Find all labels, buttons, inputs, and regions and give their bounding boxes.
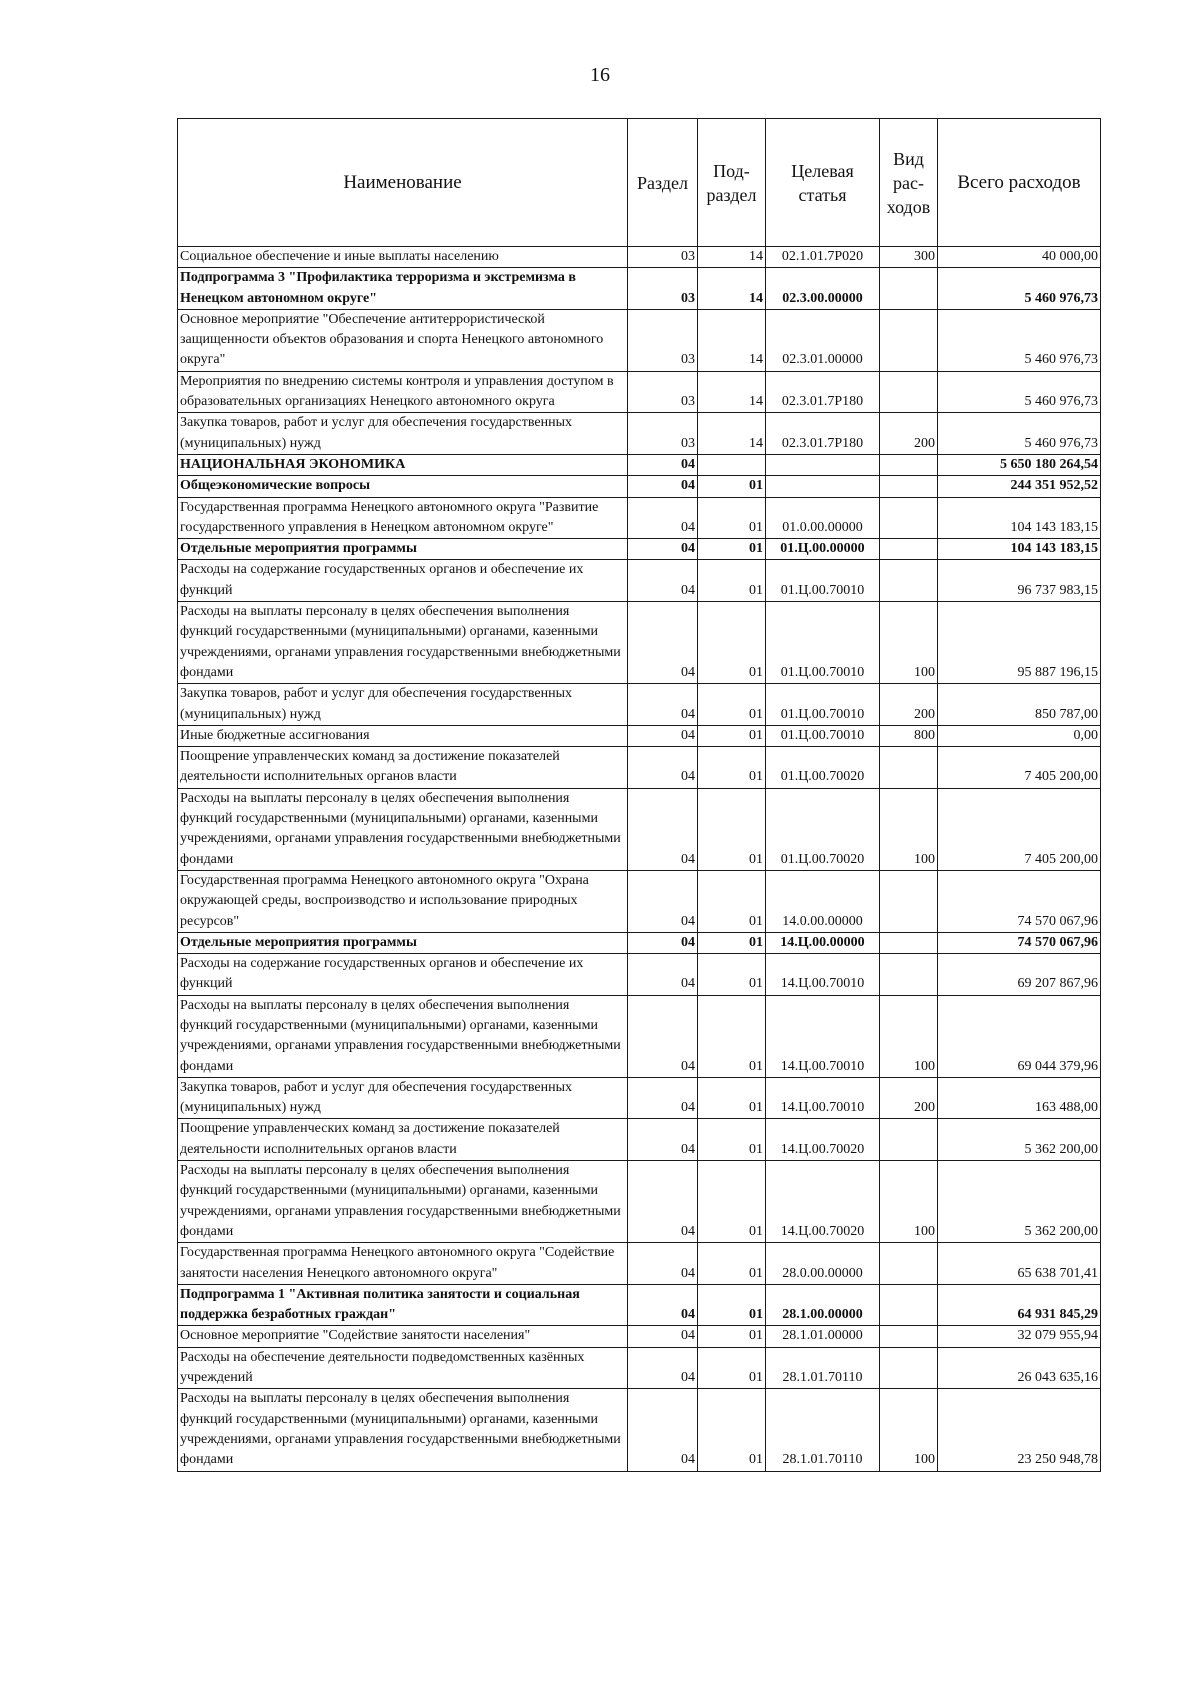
cell-razdel: 03 [628, 371, 698, 413]
cell-name: Подпрограмма 3 "Профилактика терроризма и экстремизма в Ненецком автономном округе" [178, 268, 628, 310]
cell-razdel: 04 [628, 747, 698, 789]
cell-razdel: 04 [628, 497, 698, 539]
cell-target: 14.Ц.00.70010 [766, 954, 880, 996]
cell-razdel: 03 [628, 413, 698, 455]
cell-razdel: 04 [628, 1119, 698, 1161]
cell-vid [880, 560, 938, 602]
cell-vid [880, 497, 938, 539]
cell-total: 32 079 955,94 [938, 1326, 1101, 1347]
cell-vid: 200 [880, 413, 938, 455]
cell-razdel: 04 [628, 995, 698, 1077]
cell-total: 5 460 976,73 [938, 413, 1101, 455]
cell-target: 14.Ц.00.70010 [766, 1077, 880, 1119]
cell-vid: 100 [880, 602, 938, 684]
table-header [178, 119, 1101, 247]
cell-razdel: 04 [628, 870, 698, 932]
table-row [178, 247, 1101, 268]
table-row [178, 476, 1101, 497]
cell-vid [880, 1243, 938, 1285]
cell-target: 01.0.00.00000 [766, 497, 880, 539]
cell-vid: 200 [880, 1077, 938, 1119]
cell-name: Закупка товаров, работ и услуг для обеспечения государственных (муниципальных) нужд [178, 1077, 628, 1119]
cell-vid [880, 870, 938, 932]
cell-razdel: 04 [628, 684, 698, 726]
cell-razdel: 04 [628, 1326, 698, 1347]
cell-vid: 300 [880, 247, 938, 268]
cell-name: Иные бюджетные ассигнования [178, 725, 628, 746]
cell-target: 01.Ц.00.70020 [766, 747, 880, 789]
cell-vid [880, 371, 938, 413]
cell-vid [880, 747, 938, 789]
cell-vid: 100 [880, 788, 938, 870]
table-row [178, 371, 1101, 413]
cell-target [766, 454, 880, 475]
cell-total: 74 570 067,96 [938, 870, 1101, 932]
cell-podrazdel: 01 [698, 560, 766, 602]
cell-vid: 100 [880, 995, 938, 1077]
cell-razdel: 04 [628, 725, 698, 746]
cell-target: 28.1.01.70110 [766, 1347, 880, 1389]
cell-podrazdel: 01 [698, 602, 766, 684]
cell-vid [880, 539, 938, 560]
cell-total: 5 362 200,00 [938, 1119, 1101, 1161]
cell-podrazdel: 01 [698, 1284, 766, 1326]
table-row [178, 932, 1101, 953]
cell-total: 96 737 983,15 [938, 560, 1101, 602]
cell-total: 7 405 200,00 [938, 747, 1101, 789]
table-row [178, 747, 1101, 789]
cell-name: Расходы на выплаты персоналу в целях обеспечения выполнения функций государственными (муниципальными) органами, казенными учреждениями, органами управления государственными внебюджетными фондами [178, 1161, 628, 1243]
cell-razdel: 04 [628, 788, 698, 870]
cell-name: Расходы на содержание государственных органов и обеспечение их функций [178, 560, 628, 602]
cell-target: 14.Ц.00.70020 [766, 1119, 880, 1161]
cell-total: 5 460 976,73 [938, 268, 1101, 310]
header-target: Целевая статья [766, 119, 880, 247]
cell-target: 01.Ц.00.70010 [766, 684, 880, 726]
cell-name: Отдельные мероприятия программы [178, 932, 628, 953]
cell-vid: 800 [880, 725, 938, 746]
table-row [178, 454, 1101, 475]
cell-total: 104 143 183,15 [938, 539, 1101, 560]
cell-razdel: 04 [628, 539, 698, 560]
cell-name: НАЦИОНАЛЬНАЯ ЭКОНОМИКА [178, 454, 628, 475]
cell-target [766, 476, 880, 497]
cell-name: Поощрение управленческих команд за достижение показателей деятельности исполнительных органов власти [178, 1119, 628, 1161]
cell-vid [880, 1326, 938, 1347]
cell-target: 01.Ц.00.70020 [766, 788, 880, 870]
cell-total: 40 000,00 [938, 247, 1101, 268]
cell-total: 74 570 067,96 [938, 932, 1101, 953]
cell-target: 02.3.01.7Р180 [766, 413, 880, 455]
cell-razdel: 04 [628, 602, 698, 684]
cell-total: 69 207 867,96 [938, 954, 1101, 996]
cell-vid [880, 954, 938, 996]
cell-razdel: 03 [628, 247, 698, 268]
cell-total: 244 351 952,52 [938, 476, 1101, 497]
table-row [178, 1119, 1101, 1161]
table-row [178, 1284, 1101, 1326]
cell-podrazdel: 01 [698, 1119, 766, 1161]
cell-total: 26 043 635,16 [938, 1347, 1101, 1389]
cell-name: Основное мероприятие "Обеспечение антитеррористической защищенности объектов образования и спорта Ненецкого автономного округа" [178, 309, 628, 371]
table-row [178, 725, 1101, 746]
cell-target: 14.Ц.00.70020 [766, 1161, 880, 1243]
cell-vid [880, 1284, 938, 1326]
cell-name: Расходы на выплаты персоналу в целях обеспечения выполнения функций государственными (муниципальными) органами, казенными учреждениями, органами управления государственными внебюджетными фондами [178, 995, 628, 1077]
cell-razdel: 04 [628, 1389, 698, 1471]
cell-vid [880, 268, 938, 310]
cell-total: 95 887 196,15 [938, 602, 1101, 684]
cell-podrazdel: 14 [698, 268, 766, 310]
cell-podrazdel: 01 [698, 684, 766, 726]
cell-vid [880, 309, 938, 371]
cell-podrazdel: 01 [698, 995, 766, 1077]
table-row [178, 788, 1101, 870]
cell-vid: 100 [880, 1161, 938, 1243]
cell-razdel: 03 [628, 309, 698, 371]
cell-podrazdel: 01 [698, 1347, 766, 1389]
cell-target: 28.1.01.00000 [766, 1326, 880, 1347]
cell-podrazdel: 01 [698, 1243, 766, 1285]
cell-total: 104 143 183,15 [938, 497, 1101, 539]
cell-name: Закупка товаров, работ и услуг для обеспечения государственных (муниципальных) нужд [178, 413, 628, 455]
table-row [178, 268, 1101, 310]
header-vid: Вид рас- ходов [880, 119, 938, 247]
cell-vid [880, 454, 938, 475]
header-razdel: Раздел [628, 119, 698, 247]
cell-target: 28.1.00.00000 [766, 1284, 880, 1326]
cell-podrazdel: 01 [698, 954, 766, 996]
cell-podrazdel: 01 [698, 870, 766, 932]
cell-target: 01.Ц.00.70010 [766, 602, 880, 684]
cell-podrazdel: 14 [698, 371, 766, 413]
cell-total: 5 460 976,73 [938, 309, 1101, 371]
table-row [178, 560, 1101, 602]
cell-razdel: 04 [628, 560, 698, 602]
cell-podrazdel [698, 454, 766, 475]
cell-name: Мероприятия по внедрению системы контроля и управления доступом в образовательных организациях Ненецкого автономного округа [178, 371, 628, 413]
table-row [178, 1243, 1101, 1285]
cell-target: 28.1.01.70110 [766, 1389, 880, 1471]
cell-vid: 100 [880, 1389, 938, 1471]
cell-podrazdel: 14 [698, 413, 766, 455]
cell-total: 0,00 [938, 725, 1101, 746]
table-row [178, 954, 1101, 996]
cell-razdel: 04 [628, 454, 698, 475]
cell-name: Социальное обеспечение и иные выплаты населению [178, 247, 628, 268]
cell-name: Отдельные мероприятия программы [178, 539, 628, 560]
cell-podrazdel: 01 [698, 725, 766, 746]
header-podrazdel: Под- раздел [698, 119, 766, 247]
table-row [178, 1347, 1101, 1389]
header-total: Всего расходов [938, 119, 1101, 247]
cell-target: 02.3.01.00000 [766, 309, 880, 371]
cell-total: 5 460 976,73 [938, 371, 1101, 413]
cell-total: 7 405 200,00 [938, 788, 1101, 870]
cell-razdel: 04 [628, 954, 698, 996]
cell-total: 23 250 948,78 [938, 1389, 1101, 1471]
cell-name: Закупка товаров, работ и услуг для обеспечения государственных (муниципальных) нужд [178, 684, 628, 726]
cell-total: 69 044 379,96 [938, 995, 1101, 1077]
cell-podrazdel: 01 [698, 476, 766, 497]
cell-podrazdel: 01 [698, 497, 766, 539]
table-body [178, 247, 1101, 1472]
cell-target: 02.3.01.7Р180 [766, 371, 880, 413]
cell-target: 14.Ц.00.00000 [766, 932, 880, 953]
cell-podrazdel: 14 [698, 247, 766, 268]
cell-target: 14.Ц.00.70010 [766, 995, 880, 1077]
table-row [178, 602, 1101, 684]
cell-podrazdel: 01 [698, 788, 766, 870]
table-row [178, 1326, 1101, 1347]
cell-razdel: 04 [628, 1161, 698, 1243]
table-row [178, 309, 1101, 371]
cell-target: 01.Ц.00.00000 [766, 539, 880, 560]
cell-target: 01.Ц.00.70010 [766, 725, 880, 746]
cell-name: Государственная программа Ненецкого автономного округа "Охрана окружающей среды, воспроизводство и использование природных ресурсов" [178, 870, 628, 932]
cell-total: 850 787,00 [938, 684, 1101, 726]
table-row [178, 1389, 1101, 1471]
cell-podrazdel: 01 [698, 747, 766, 789]
cell-target: 28.0.00.00000 [766, 1243, 880, 1285]
cell-razdel: 03 [628, 268, 698, 310]
cell-name: Поощрение управленческих команд за достижение показателей деятельности исполнительных органов власти [178, 747, 628, 789]
cell-podrazdel: 01 [698, 539, 766, 560]
cell-name: Расходы на обеспечение деятельности подведомственных казённых учреждений [178, 1347, 628, 1389]
cell-target: 14.0.00.00000 [766, 870, 880, 932]
cell-razdel: 04 [628, 1243, 698, 1285]
budget-table [177, 118, 1101, 1472]
cell-podrazdel: 01 [698, 1161, 766, 1243]
cell-podrazdel: 01 [698, 1389, 766, 1471]
cell-podrazdel: 14 [698, 309, 766, 371]
cell-total: 65 638 701,41 [938, 1243, 1101, 1285]
cell-name: Расходы на выплаты персоналу в целях обеспечения выполнения функций государственными (муниципальными) органами, казенными учреждениями, органами управления государственными внебюджетными фондами [178, 602, 628, 684]
cell-name: Расходы на выплаты персоналу в целях обеспечения выполнения функций государственными (муниципальными) органами, казенными учреждениями, органами управления государственными внебюджетными фондами [178, 788, 628, 870]
cell-razdel: 04 [628, 1347, 698, 1389]
table-row [178, 497, 1101, 539]
table-row [178, 539, 1101, 560]
cell-vid: 200 [880, 684, 938, 726]
table-row [178, 413, 1101, 455]
cell-vid [880, 932, 938, 953]
cell-razdel: 04 [628, 932, 698, 953]
cell-total: 5 650 180 264,54 [938, 454, 1101, 475]
cell-target: 02.3.00.00000 [766, 268, 880, 310]
table-row [178, 1077, 1101, 1119]
cell-name: Государственная программа Ненецкого автономного округа "Содействие занятости населения Ненецкого автономного округа" [178, 1243, 628, 1285]
cell-podrazdel: 01 [698, 1326, 766, 1347]
cell-razdel: 04 [628, 1077, 698, 1119]
cell-vid [880, 1347, 938, 1389]
cell-vid [880, 476, 938, 497]
cell-razdel: 04 [628, 476, 698, 497]
cell-name: Основное мероприятие "Содействие занятости населения" [178, 1326, 628, 1347]
cell-target: 02.1.01.7Р020 [766, 247, 880, 268]
cell-name: Расходы на выплаты персоналу в целях обеспечения выполнения функций государственными (муниципальными) органами, казенными учреждениями, органами управления государственными внебюджетными фондами [178, 1389, 628, 1471]
cell-name: Расходы на содержание государственных органов и обеспечение их функций [178, 954, 628, 996]
cell-name: Государственная программа Ненецкого автономного округа "Развитие государственного управления в Ненецком автономном округе" [178, 497, 628, 539]
table-row [178, 684, 1101, 726]
cell-vid [880, 1119, 938, 1161]
page-number: 16 [590, 64, 610, 86]
cell-target: 01.Ц.00.70010 [766, 560, 880, 602]
cell-name: Общеэкономические вопросы [178, 476, 628, 497]
header-name: Наименование [178, 119, 628, 247]
cell-podrazdel: 01 [698, 1077, 766, 1119]
table-row [178, 870, 1101, 932]
cell-name: Подпрограмма 1 "Активная политика занятости и социальная поддержка безработных граждан" [178, 1284, 628, 1326]
cell-total: 5 362 200,00 [938, 1161, 1101, 1243]
table-row [178, 995, 1101, 1077]
table-row [178, 1161, 1101, 1243]
cell-total: 163 488,00 [938, 1077, 1101, 1119]
cell-total: 64 931 845,29 [938, 1284, 1101, 1326]
cell-razdel: 04 [628, 1284, 698, 1326]
cell-podrazdel: 01 [698, 932, 766, 953]
